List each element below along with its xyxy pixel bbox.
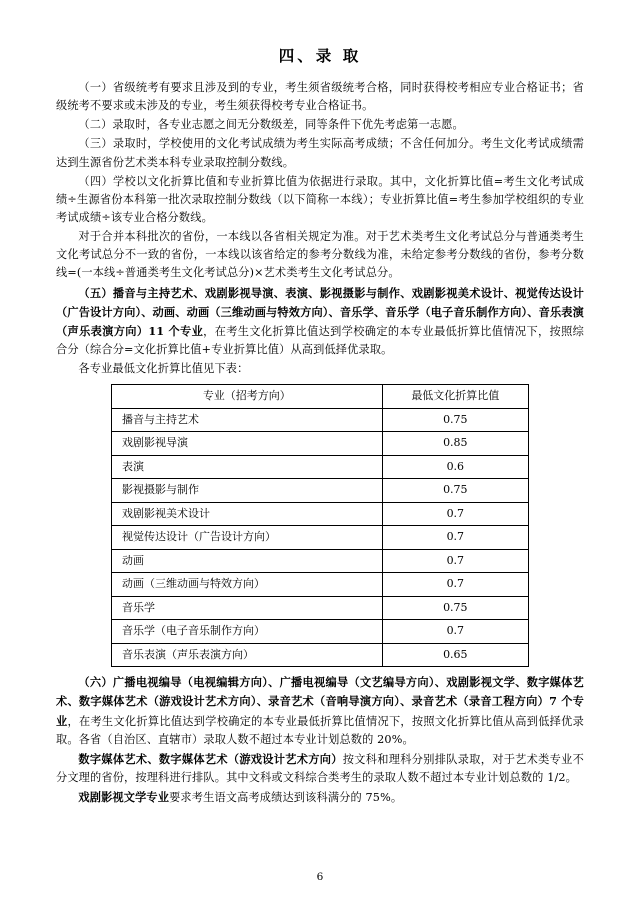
cell-major: 音乐学 [112,596,383,620]
table-header-row [112,385,529,409]
score-table-wrapper [56,384,584,667]
paragraph-3: （三）录取时，学校使用的文化考试成绩为考生实际高考成绩；不含任何加分。考生文化考试成绩需达到生源省份艺术类本科专业录取控制分数线。 [56,137,584,169]
table-row [112,573,529,597]
cell-ratio: 0.6 [382,455,528,479]
paragraph-8-lead: 数字媒体艺术、数字媒体艺术（游戏设计艺术方向） [78,751,343,766]
cell-ratio: 0.7 [382,549,528,573]
table-caption: 各专业最低文化折算比值见下表： [78,362,249,376]
minimum-culture-ratio-table [111,384,529,667]
table-row [112,526,529,550]
table-row [112,455,529,479]
table-row [112,596,529,620]
cell-ratio: 0.75 [382,479,528,503]
table-row [112,479,529,503]
table-row [112,432,529,456]
table-head [112,385,529,409]
table-row [112,502,529,526]
table-row [112,408,529,432]
table-row [112,549,529,573]
paragraph-6-majors-rest: ，在考生文化折算比值达到学校确定的本专业最低折算比值情况下，按照综合分（综合分=文化折算比值+专业折算比值）从高到低择优录取。 [56,324,584,356]
paragraph-2: （二）录取时，各专业志愿之间无分数级差，同等条件下优先考虑第一志愿。 [78,118,464,132]
table-body [112,408,529,667]
cell-major: 播音与主持艺术 [112,408,383,432]
column-header-ratio: 最低文化折算比值 [382,385,528,409]
paragraph-9-rest: 要求考生语文高考成绩达到该科满分的 75%。 [169,791,403,805]
paragraph-8-digital-media [56,750,584,787]
cell-major: 戏剧影视美术设计 [112,502,383,526]
paragraph-8-rest: 按文科和理科分别排队录取，对于艺术类专业不分文理的省份，按理科进行排队。其中文科或文科综合类考生的录取人数不超过本专业计划总数的 1/2。 [56,752,584,784]
paragraph-7-majors-lead: （六）广播电视编导（电视编辑方向）、广播电视编导（文艺编导方向）、戏剧影视文学、数字媒体艺术、数字媒体艺术（游戏设计艺术方向）、录音艺术（音响导演方向）、录音艺术（录音工程方向）7 个专业 [56,675,584,728]
page-title: 四、录 取 [278,46,362,65]
cell-ratio: 0.7 [382,620,528,644]
cell-ratio: 0.85 [382,432,528,456]
cell-major: 音乐表演（声乐表演方向） [112,643,383,667]
cell-major: 动画（三维动画与特效方向） [112,573,383,597]
column-header-major: 专业（招考方向） [112,385,383,409]
cell-major: 音乐学（电子音乐制作方向） [112,620,383,644]
cell-ratio: 0.75 [382,408,528,432]
paragraph-9-drama-literature [56,788,584,807]
paragraph-9-lead: 戏剧影视文学专业 [78,790,170,805]
cell-major: 动画 [112,549,383,573]
cell-ratio: 0.75 [382,596,528,620]
paragraph-6-majors [56,284,584,360]
paragraph-5-note: 对于合并本科批次的省份，一本线以各省相关规定为准。对于艺术类考生文化考试总分与普通类考生文化考试总分不一致的省份，一本线以该省给定的参考分数线为准，未给定参考分数线的省份，参考分数线=(一本线÷普通类考生文化考试总分)×艺术类考生文化考试总分。 [56,230,584,280]
paragraph-1: （一）省级统考有要求且涉及到的专业，考生须省级统考合格，同时获得校考相应专业合格证书；省级统考不要求或未涉及的专业，考生须获得校考专业合格证书。 [56,81,584,113]
cell-ratio: 0.7 [382,526,528,550]
cell-ratio: 0.7 [382,573,528,597]
cell-ratio: 0.7 [382,502,528,526]
cell-major: 视觉传达设计（广告设计方向） [112,526,383,550]
cell-major: 表演 [112,455,383,479]
paragraph-4: （四）学校以文化折算比值和专业折算比值为依据进行录取。其中，文化折算比值=考生文化考试成绩÷生源省份本科第一批次录取控制分数线（以下简称一本线）；专业折算比值=考生参加学校组织的专业考试成绩÷该专业合格分数线。 [56,174,584,224]
page-number: 6 [316,871,324,883]
paragraph-7-majors [56,673,584,749]
cell-major: 影视摄影与制作 [112,479,383,503]
paragraph-6-majors-lead: （五）播音与主持艺术、戏剧影视导演、表演、影视摄影与制作、戏剧影视美术设计、视觉传达设计（广告设计方向）、动画、动画（三维动画与特效方向）、音乐学、音乐学（电子音乐制作方向）、音乐表演（声乐表演方向）11 个专业 [56,285,584,338]
table-row [112,643,529,667]
table-row [112,620,529,644]
cell-ratio: 0.65 [382,643,528,667]
paragraph-7-majors-rest: ，在考生文化折算比值达到学校确定的本专业最低折算比值情况下，按照文化折算比值从高到低择优录取。各省（自治区、直辖市）录取人数不超过本专业计划总数的 20%。 [56,714,584,746]
cell-major: 戏剧影视导演 [112,432,383,456]
